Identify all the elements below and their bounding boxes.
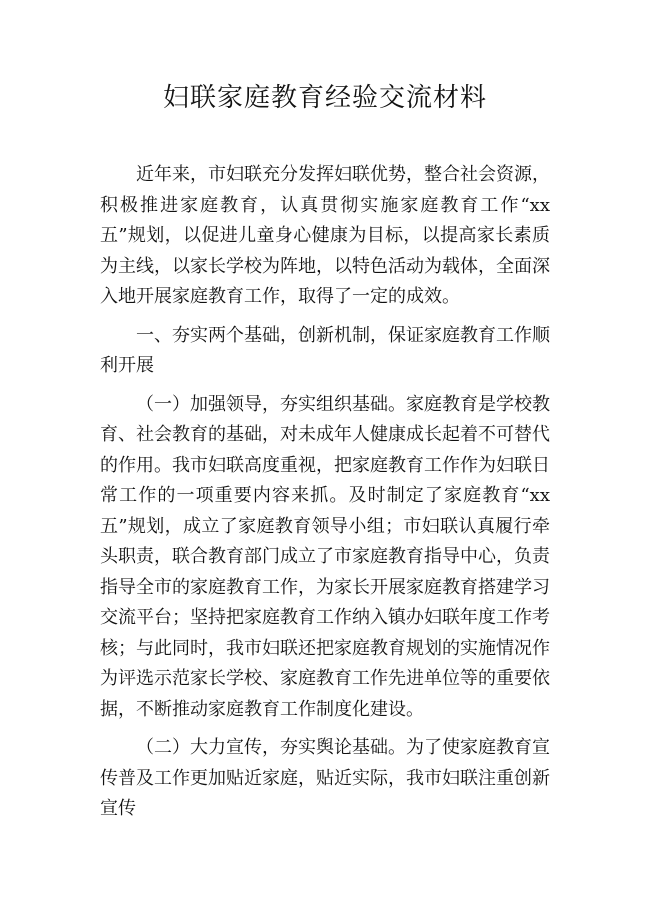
document-body (100, 160, 550, 833)
section-heading: 一、夯实两个基础，创新机制，保证家庭教育工作顺利开展 (100, 324, 550, 376)
intro-paragraph: 近年来，市妇联充分发挥妇联优势，整合社会资源，积极推进家庭教育，认真贯彻实施家庭教育工作“xx五”规划，以促进儿童身心健康为目标，以提高家长素质为主线，以家长学校为阵地，以特色活动为载体，全面深入地开展家庭教育工作，取得了一定的成效。 (100, 164, 550, 307)
subsection-paragraph: （一）加强领导，夯实组织基础。家庭教育是学校教育、社会教育的基础，对未成年人健康成长起着不可替代的作用。我市妇联高度重视，把家庭教育工作作为妇联日常工作的一项重要内容来抓。及时制定了家庭教育“xx五”规划，成立了家庭教育领导小组；市妇联认真履行牵头职责，联合教育部门成立了市家庭教育指导中心，负责指导全市的家庭教育工作，为家长开展家庭教育搭建学习交流平台；坚持把家庭教育工作纳入镇办妇联年度工作考核；与此同时，我市妇联还把家庭教育规划的实施情况作为评选示范家长学校、家庭教育工作先进单位等的重要依据，不断推动家庭教育工作制度化建设。 (100, 393, 550, 720)
document-title: 妇联家庭教育经验交流材料 (162, 83, 487, 113)
subsection-paragraph: （二）大力宣传，夯实舆论基础。为了使家庭教育宣传普及工作更加贴近家庭，贴近实际，我市妇联注重创新宣传 (100, 737, 550, 819)
